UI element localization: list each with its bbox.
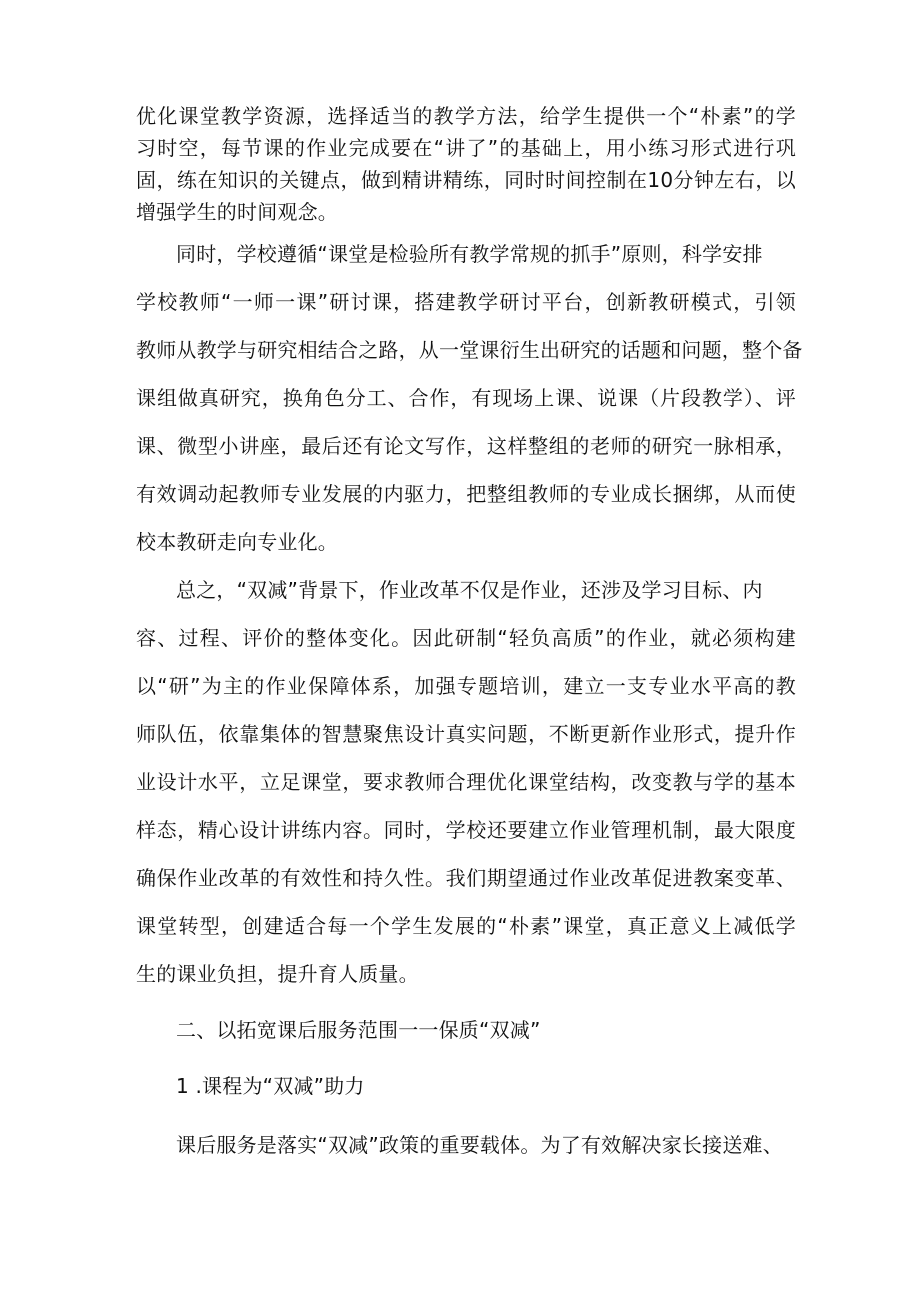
paragraph-line: 课堂转型，创建适合每一个学生发展的“朴素”课堂，真正意义上减低学: [136, 914, 796, 938]
section-heading: 二、以拓宽课后服务范围一一保质“双减”: [176, 1018, 541, 1042]
paragraph-line: 生的课业负担，提升育人质量。: [136, 962, 419, 986]
paragraph-line: 样态，精心设计讲练内容。同时，学校还要建立作业管理机制，最大限度: [136, 818, 796, 842]
paragraph-line: 增强学生的时间观念。: [136, 200, 338, 224]
paragraph-line: 学校教师“一师一课”研讨课，搭建教学研讨平台，创新教研模式，引领: [136, 290, 796, 314]
paragraph-line: 总之，“双减”背景下，作业改革不仅是作业，还涉及学习目标、内: [176, 578, 763, 602]
paragraph-line: 容、过程、评价的整体变化。因此研制“轻负高质”的作业，就必须构建: [136, 626, 796, 650]
paragraph-line: 师队伍，依靠集体的智慧聚焦设计真实问题，不断更新作业形式，提升作: [136, 722, 796, 746]
paragraph-line: 校本教研走向专业化。: [136, 530, 338, 554]
paragraph-line: 业设计水平，立足课堂，要求教师合理优化课堂结构，改变教与学的基本: [136, 770, 796, 794]
paragraph-line: 课组做真研究，换角色分工、合作，有现场上课、说课（片段教学）、评: [136, 386, 796, 410]
paragraph-line: 确保作业改革的有效性和持久性。我们期望通过作业改革促进教案变革、: [136, 866, 796, 890]
paragraph-line: 课、微型小讲座，最后还有论文写作，这样整组的老师的研究一脉相承，: [136, 434, 796, 458]
paragraph-line: 课后服务是落实“双减”政策的重要载体。为了有效解决家长接送难、: [176, 1133, 783, 1157]
paragraph-line: 习时空，每节课的作业完成要在“讲了”的基础上，用小练习形式进行巩: [136, 136, 796, 160]
paragraph-line: 教师从教学与研究相结合之路，从一堂课衍生出研究的话题和问题，整个备: [136, 338, 803, 362]
paragraph-line: 有效调动起教师专业发展的内驱力，把整组教师的专业成长捆绑，从而使: [136, 482, 796, 506]
paragraph-line: 同时，学校遵循“课堂是检验所有教学常规的抓手”原则，科学安排: [176, 242, 763, 266]
paragraph-line: 优化课堂教学资源，选择适当的教学方法，给学生提供一个“朴素”的学: [136, 104, 796, 128]
paragraph-line: 固，练在知识的关键点，做到精讲精练，同时时间控制在10分钟左右，以: [136, 168, 796, 192]
paragraph-line: 以“研”为主的作业保障体系，加强专题培训，建立一支专业水平高的教: [136, 674, 796, 698]
subsection-heading: 1 .课程为“双减”助力: [176, 1074, 365, 1098]
